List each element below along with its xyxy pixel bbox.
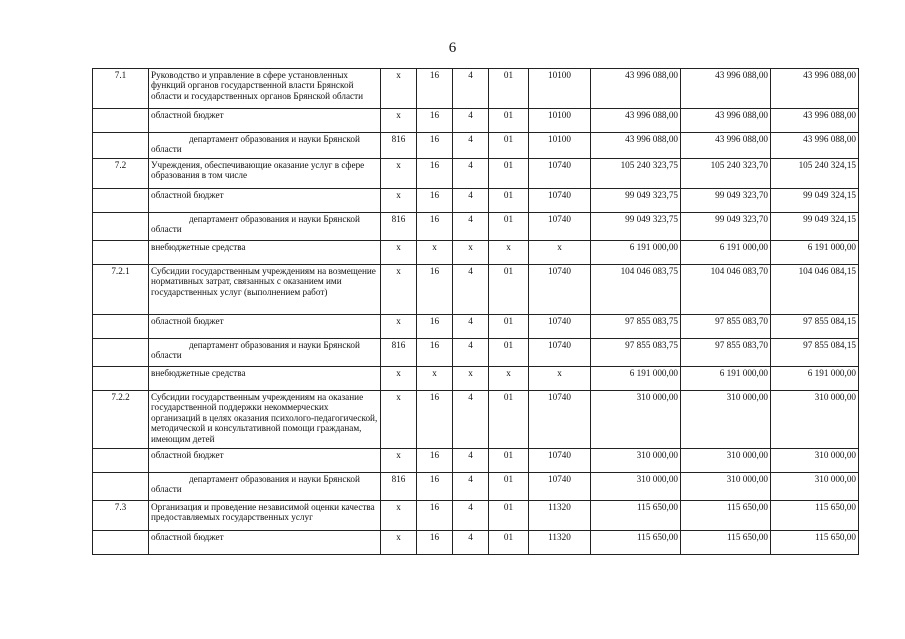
code-cell: 01 xyxy=(489,265,529,315)
amount-cell: 99 049 324,15 xyxy=(771,189,859,213)
code-cell: 16 xyxy=(417,449,453,473)
amount-cell: 104 046 083,75 xyxy=(591,265,681,315)
code-cell: х xyxy=(381,69,417,109)
code-cell: 01 xyxy=(489,473,529,501)
page-number: 6 xyxy=(448,40,457,56)
code-cell: 01 xyxy=(489,213,529,241)
amount-cell: 310 000,00 xyxy=(771,473,859,501)
code-cell: 816 xyxy=(381,473,417,501)
row-number xyxy=(93,449,149,473)
row-number xyxy=(93,109,149,133)
code-cell: 01 xyxy=(489,189,529,213)
code-cell: х xyxy=(453,367,489,391)
row-number xyxy=(93,213,149,241)
code-cell: 4 xyxy=(453,531,489,555)
code-cell: 16 xyxy=(417,159,453,189)
code-cell: 10100 xyxy=(529,69,591,109)
row-number: 7.2.1 xyxy=(93,265,149,315)
amount-cell: 97 855 084,15 xyxy=(771,315,859,339)
amount-cell: 104 046 083,70 xyxy=(681,265,771,315)
row-number xyxy=(93,189,149,213)
code-cell: х xyxy=(381,391,417,449)
amount-cell: 115 650,00 xyxy=(771,501,859,531)
table-row xyxy=(93,133,859,159)
code-cell: 10740 xyxy=(529,473,591,501)
code-cell: 01 xyxy=(489,69,529,109)
amount-cell: 43 996 088,00 xyxy=(681,133,771,159)
code-cell: 4 xyxy=(453,189,489,213)
code-cell: 01 xyxy=(489,159,529,189)
amount-cell: 310 000,00 xyxy=(771,449,859,473)
code-cell: х xyxy=(381,501,417,531)
code-cell: х xyxy=(417,367,453,391)
amount-cell: 43 996 088,00 xyxy=(591,109,681,133)
amount-cell: 115 650,00 xyxy=(681,531,771,555)
row-number xyxy=(93,241,149,265)
code-cell: 01 xyxy=(489,531,529,555)
amount-cell: 115 650,00 xyxy=(681,501,771,531)
code-cell: 16 xyxy=(417,339,453,367)
code-cell: 11320 xyxy=(529,501,591,531)
row-number xyxy=(93,315,149,339)
amount-cell: 6 191 000,00 xyxy=(771,367,859,391)
row-name: областной бюджет xyxy=(149,189,381,213)
amount-cell: 310 000,00 xyxy=(591,473,681,501)
code-cell: 4 xyxy=(453,449,489,473)
amount-cell: 99 049 323,75 xyxy=(591,213,681,241)
code-cell: 01 xyxy=(489,133,529,159)
row-number xyxy=(93,531,149,555)
code-cell: х xyxy=(453,241,489,265)
code-cell: 01 xyxy=(489,391,529,449)
row-name: внебюджетные средства xyxy=(149,241,381,265)
code-cell: 816 xyxy=(381,133,417,159)
amount-cell: 115 650,00 xyxy=(591,531,681,555)
amount-cell: 97 855 083,75 xyxy=(591,315,681,339)
code-cell: 01 xyxy=(489,501,529,531)
code-cell: х xyxy=(381,159,417,189)
amount-cell: 43 996 088,00 xyxy=(591,69,681,109)
code-cell: х xyxy=(529,241,591,265)
amount-cell: 43 996 088,00 xyxy=(681,109,771,133)
amount-cell: 43 996 088,00 xyxy=(771,133,859,159)
amount-cell: 115 650,00 xyxy=(771,531,859,555)
amount-cell: 6 191 000,00 xyxy=(681,367,771,391)
code-cell: 4 xyxy=(453,159,489,189)
row-name: Субсидии государственным учреждениям на возмещение нормативных затрат, связанных с оказанием ими государственных услуг (выполнением работ) xyxy=(149,265,381,315)
code-cell: 16 xyxy=(417,133,453,159)
table-row xyxy=(93,265,859,315)
amount-cell: 105 240 324,15 xyxy=(771,159,859,189)
code-cell: 16 xyxy=(417,315,453,339)
amount-cell: 99 049 324,15 xyxy=(771,213,859,241)
amount-cell: 6 191 000,00 xyxy=(771,241,859,265)
row-name: областной бюджет xyxy=(149,315,381,339)
table-row xyxy=(93,531,859,555)
row-name: Организация и проведение независимой оценки качества предоставляемых государственных услуг xyxy=(149,501,381,531)
table-row xyxy=(93,189,859,213)
table-row xyxy=(93,109,859,133)
code-cell: 01 xyxy=(489,315,529,339)
code-cell: х xyxy=(381,241,417,265)
row-number: 7.2.2 xyxy=(93,391,149,449)
amount-cell: 97 855 083,70 xyxy=(681,339,771,367)
amount-cell: 310 000,00 xyxy=(591,449,681,473)
table-row xyxy=(93,501,859,531)
amount-cell: 97 855 083,70 xyxy=(681,315,771,339)
code-cell: 4 xyxy=(453,69,489,109)
code-cell: 10100 xyxy=(529,109,591,133)
row-number xyxy=(93,473,149,501)
amount-cell: 6 191 000,00 xyxy=(681,241,771,265)
table-row xyxy=(93,339,859,367)
code-cell: 16 xyxy=(417,473,453,501)
table-row xyxy=(93,213,859,241)
amount-cell: 6 191 000,00 xyxy=(591,367,681,391)
row-name: департамент образования и науки Брянской области xyxy=(149,473,381,501)
row-name: областной бюджет xyxy=(149,531,381,555)
amount-cell: 310 000,00 xyxy=(771,391,859,449)
row-name: департамент образования и науки Брянской области xyxy=(149,213,381,241)
table-row xyxy=(93,69,859,109)
code-cell: 10100 xyxy=(529,133,591,159)
code-cell: х xyxy=(381,265,417,315)
code-cell: 4 xyxy=(453,501,489,531)
code-cell: 4 xyxy=(453,109,489,133)
amount-cell: 43 996 088,00 xyxy=(771,69,859,109)
code-cell: 4 xyxy=(453,133,489,159)
code-cell: 816 xyxy=(381,339,417,367)
code-cell: 10740 xyxy=(529,315,591,339)
amount-cell: 105 240 323,70 xyxy=(681,159,771,189)
code-cell: х xyxy=(381,531,417,555)
code-cell: 16 xyxy=(417,531,453,555)
amount-cell: 99 049 323,75 xyxy=(591,189,681,213)
amount-cell: 310 000,00 xyxy=(591,391,681,449)
code-cell: х xyxy=(417,241,453,265)
amount-cell: 310 000,00 xyxy=(681,473,771,501)
code-cell: 4 xyxy=(453,213,489,241)
row-name: областной бюджет xyxy=(149,449,381,473)
amount-cell: 104 046 084,15 xyxy=(771,265,859,315)
amount-cell: 310 000,00 xyxy=(681,449,771,473)
amount-cell: 310 000,00 xyxy=(681,391,771,449)
row-number: 7.1 xyxy=(93,69,149,109)
code-cell: 16 xyxy=(417,69,453,109)
code-cell: х xyxy=(381,189,417,213)
row-name: Учреждения, обеспечивающие оказание услуг в сфере образования в том числе xyxy=(149,159,381,189)
row-number xyxy=(93,339,149,367)
amount-cell: 6 191 000,00 xyxy=(591,241,681,265)
budget-table xyxy=(92,68,859,555)
code-cell: 16 xyxy=(417,189,453,213)
code-cell: 4 xyxy=(453,391,489,449)
code-cell: 01 xyxy=(489,109,529,133)
amount-cell: 99 049 323,70 xyxy=(681,189,771,213)
table-row xyxy=(93,449,859,473)
code-cell: 16 xyxy=(417,213,453,241)
code-cell: 4 xyxy=(453,265,489,315)
code-cell: 11320 xyxy=(529,531,591,555)
amount-cell: 99 049 323,70 xyxy=(681,213,771,241)
table-row xyxy=(93,367,859,391)
row-name: Руководство и управление в сфере установленных функций органов государственной власти Брянской области и государственных органов Брянской области xyxy=(149,69,381,109)
amount-cell: 97 855 083,75 xyxy=(591,339,681,367)
code-cell: 816 xyxy=(381,213,417,241)
code-cell: х xyxy=(381,367,417,391)
amount-cell: 97 855 084,15 xyxy=(771,339,859,367)
table-row xyxy=(93,315,859,339)
code-cell: 10740 xyxy=(529,265,591,315)
code-cell: 4 xyxy=(453,315,489,339)
code-cell: х xyxy=(381,315,417,339)
row-name: внебюджетные средства xyxy=(149,367,381,391)
code-cell: 16 xyxy=(417,109,453,133)
code-cell: 10740 xyxy=(529,159,591,189)
code-cell: 01 xyxy=(489,449,529,473)
code-cell: 10740 xyxy=(529,339,591,367)
code-cell: х xyxy=(489,367,529,391)
row-number xyxy=(93,133,149,159)
code-cell: 16 xyxy=(417,391,453,449)
code-cell: х xyxy=(381,109,417,133)
code-cell: 16 xyxy=(417,265,453,315)
table-row xyxy=(93,473,859,501)
code-cell: 10740 xyxy=(529,213,591,241)
code-cell: 4 xyxy=(453,473,489,501)
code-cell: 10740 xyxy=(529,391,591,449)
table-row xyxy=(93,241,859,265)
table-row xyxy=(93,391,859,449)
amount-cell: 43 996 088,00 xyxy=(771,109,859,133)
code-cell: 16 xyxy=(417,501,453,531)
amount-cell: 115 650,00 xyxy=(591,501,681,531)
code-cell: 10740 xyxy=(529,449,591,473)
code-cell: х xyxy=(489,241,529,265)
row-name: областной бюджет xyxy=(149,109,381,133)
code-cell: 01 xyxy=(489,339,529,367)
row-number: 7.3 xyxy=(93,501,149,531)
amount-cell: 43 996 088,00 xyxy=(681,69,771,109)
code-cell: х xyxy=(381,449,417,473)
code-cell: 4 xyxy=(453,339,489,367)
row-name: Субсидии государственным учреждениям на оказание государственной поддержки некоммерческих организаций в целях оказания психолого-педагогической, методической и консультативной помощи гражданам, имеющим детей xyxy=(149,391,381,449)
amount-cell: 43 996 088,00 xyxy=(591,133,681,159)
row-number xyxy=(93,367,149,391)
row-name: департамент образования и науки Брянской области xyxy=(149,339,381,367)
row-name: департамент образования и науки Брянской области xyxy=(149,133,381,159)
table-row xyxy=(93,159,859,189)
code-cell: 10740 xyxy=(529,189,591,213)
code-cell: х xyxy=(529,367,591,391)
row-number: 7.2 xyxy=(93,159,149,189)
amount-cell: 105 240 323,75 xyxy=(591,159,681,189)
